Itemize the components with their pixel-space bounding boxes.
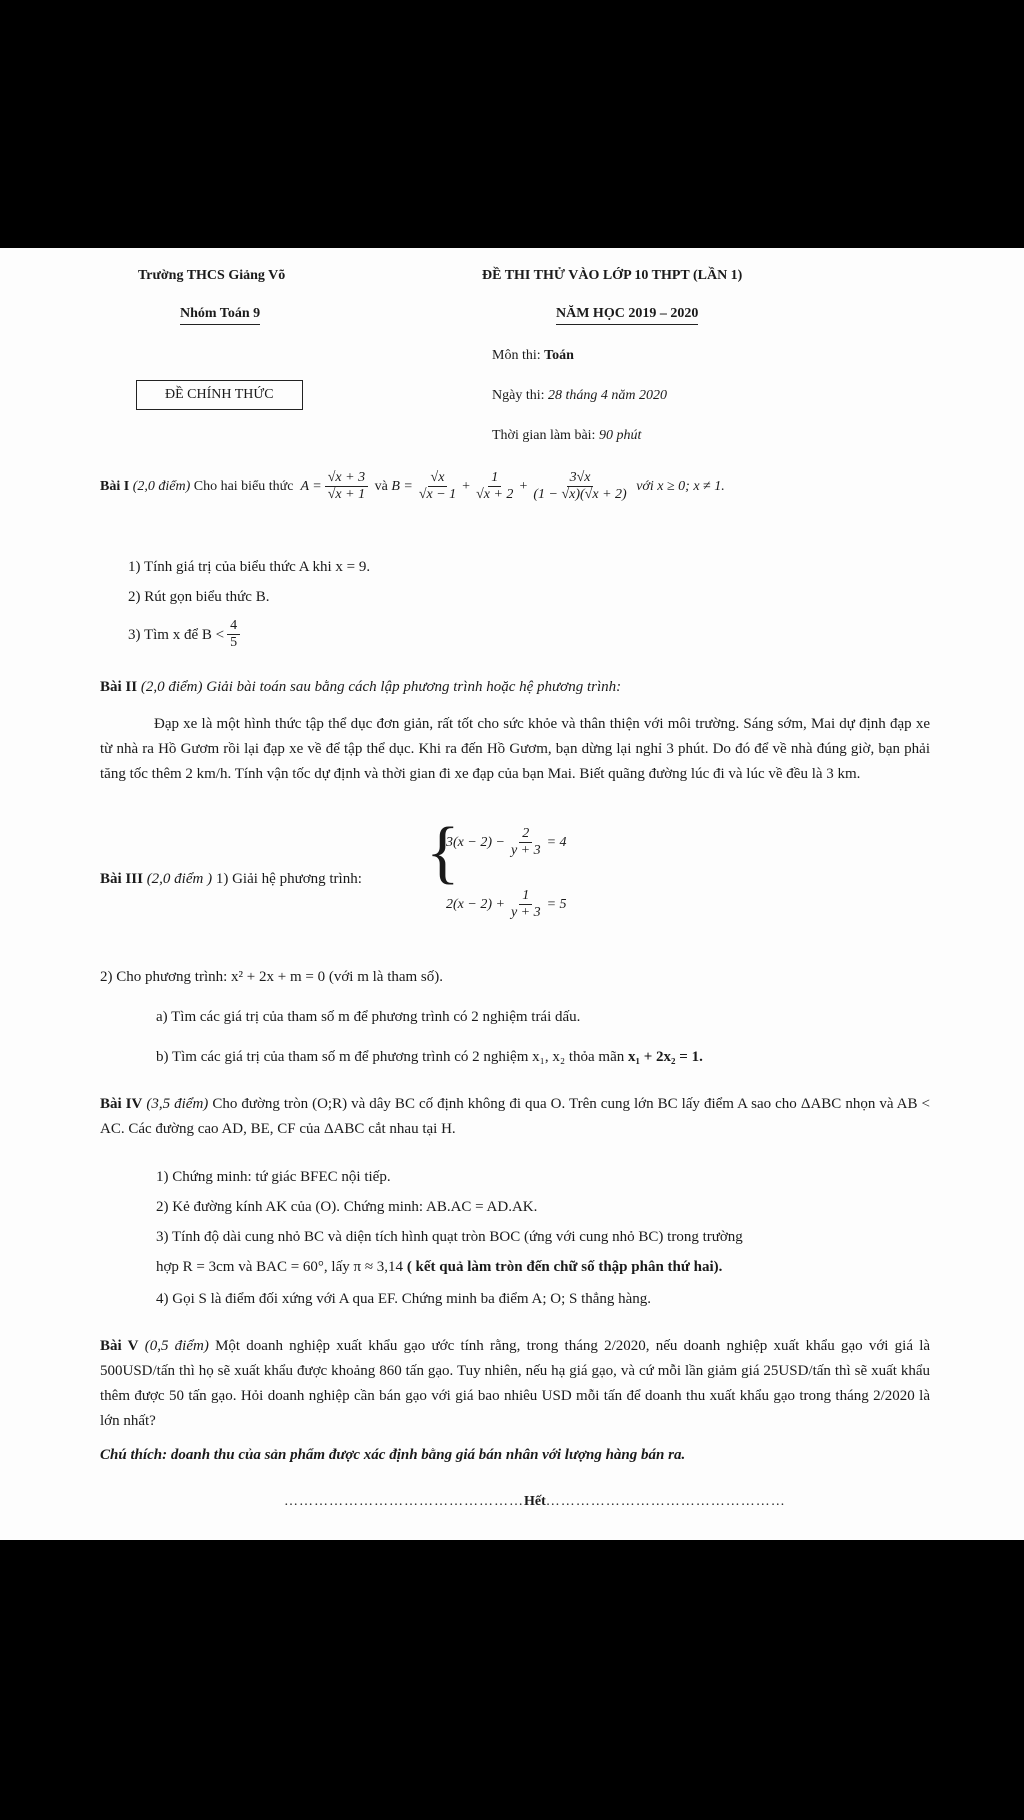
bai1-q2: 2) Rút gọn biểu thức B. xyxy=(128,589,270,605)
bai1-header: Bài I (2,0 điểm) Cho hai biểu thức A = $\frac{√x + 3}{√x + 1}$ và B = $\frac{√x}{√x - 1}$ + $\frac{1}{√x + 2}$ + $\frac{3√x}{(1 - √x)(√x + 2)}$ với x ≥ 0; x ≠ 1. xyxy=(100,470,725,503)
expr-b-lhs: B = xyxy=(391,478,413,494)
end-marker xyxy=(284,1494,786,1510)
bai3-q2b: b) Tìm các giá trị của tham số m để phương trình có 2 nghiệm x₁, x₂ thỏa mãn x₁ + 2x₂ = 1. xyxy=(156,1049,703,1065)
bai1-intro: Cho hai biểu thức xyxy=(193,478,294,494)
condition: với x ≥ 0; x ≠ 1. xyxy=(636,478,725,494)
system-brace: { xyxy=(426,814,460,891)
bai4-q1: 1) Chứng minh: tứ giác BFEC nội tiếp. xyxy=(156,1169,391,1185)
bai2-title: Bài II xyxy=(100,679,138,695)
bai3-q2a: a) Tìm các giá trị của tham số m để phương trình có 2 nghiệm trái dấu. xyxy=(156,1009,581,1025)
bai3-points: (2,0 điểm ) xyxy=(146,871,213,887)
time-line xyxy=(492,428,641,444)
exam-title: ĐỀ THI THỬ VÀO LỚP 10 THPT (LẦN 1) xyxy=(482,268,743,283)
exam-paper xyxy=(0,248,1024,1540)
system-eq2: 2(x − 2) + $\frac{1}{y + 3}$ = 5 xyxy=(446,888,567,921)
bai4-intro xyxy=(100,1092,930,1142)
bai3-q1: 1) Giải hệ phương trình: xyxy=(215,871,362,887)
expr-a-lhs: A = xyxy=(300,478,322,494)
school-year: NĂM HỌC 2019 – 2020 xyxy=(556,306,698,325)
bai4-q3a: 3) Tính độ dài cung nhỏ BC và diện tích hình quạt tròn BOC (ứng với cung nhỏ BC) trong trường xyxy=(156,1229,743,1245)
end-dots-right: ………………………………………… xyxy=(545,1494,786,1509)
end-dots-left: ………………………………………… xyxy=(284,1494,524,1509)
footnote: Chú thích: doanh thu của sản phẩm được xác định bằng giá bán nhân với lượng hàng bán ra. xyxy=(100,1447,686,1463)
expr-b-term3: $\frac{3√x}{(1 - √x)(√x + 2)}$ xyxy=(533,470,627,503)
date-line xyxy=(492,388,667,404)
subject-label: Môn thi: xyxy=(492,348,541,363)
official-stamp-box: ĐỀ CHÍNH THỨC xyxy=(136,380,303,410)
subject-value: Toán xyxy=(544,348,574,363)
bai5-points: (0,5 điểm) xyxy=(144,1338,209,1354)
bai3-q2: 2) Cho phương trình: x² + 2x + m = 0 (với m là tham số). xyxy=(100,969,444,985)
system-eq1: 3(x − 2) − $\frac{2}{y + 3}$ = 4 xyxy=(446,826,567,859)
school-name: Trường THCS Giảng Võ xyxy=(138,268,286,283)
q3-fraction: $\frac{4}{5}$ xyxy=(227,618,240,651)
bai1-q1: 1) Tính giá trị của biểu thức A khi x = 9. xyxy=(128,559,371,575)
expr-a-fraction: $\frac{√x + 3}{√x + 1}$ xyxy=(325,470,368,503)
bai4-q3b: hợp R = 3cm và BAC = 60°, lấy π ≈ 3,14 ( kết quả làm tròn đến chữ số thập phân thứ hai). xyxy=(156,1259,723,1275)
group-name: Nhóm Toán 9 xyxy=(180,306,260,325)
end-label: Hết xyxy=(524,1494,546,1509)
time-label: Thời gian làm bài: xyxy=(492,428,596,443)
time-value: 90 phút xyxy=(598,428,642,443)
q3-bold-note: ( kết quả làm tròn đến chữ số thập phân thứ hai). xyxy=(406,1259,723,1275)
bai2-header xyxy=(100,676,621,698)
bai3-header xyxy=(100,868,362,890)
bai1-q3: 3) Tìm x để B < $\frac{4}{5}$ xyxy=(128,618,243,651)
bai4-points: (3,5 điểm) xyxy=(146,1096,209,1112)
bai1-title: Bài I xyxy=(100,478,130,494)
bai3-title: Bài III xyxy=(100,871,143,887)
bai2-subtitle: (2,0 điểm) Giải bài toán sau bằng cách lập phương trình hoặc hệ phương trình: xyxy=(140,679,622,695)
bai4-q2: 2) Kẻ đường kính AK của (O). Chứng minh: AB.AC = AD.AK. xyxy=(156,1199,538,1215)
q2b-condition: x₁ + 2x₂ = 1. xyxy=(627,1049,703,1065)
and-word: và xyxy=(374,478,388,494)
date-label: Ngày thi: xyxy=(492,388,545,403)
bai5-text: Một doanh nghiệp xuất khẩu gạo ước tính rằng, trong tháng 2/2020, nếu doanh nghiệp xuất khẩu gạo với giá là 500USD/tấn thì họ sẽ xuất khẩu được khoảng 860 tấn gạo. Tuy nhiên, nếu hạ giá gạo, và cứ mỗi lần giảm giá 25USD/tấn thì sẽ xuất khẩu thêm được 50 tấn gạo. Hỏi doanh nghiệp cần bán gạo với giá bao nhiêu USD mỗi tấn để doanh thu xuất khẩu gạo trong tháng 2/2020 là lớn nhất? xyxy=(100,1338,931,1429)
bai4-text: Cho đường tròn (O;R) và dây BC cố định không đi qua O. Trên cung lớn BC lấy điểm A sao cho ΔABC nhọn và AB < AC. Các đường cao AD, BE, CF của ΔABC cắt nhau tại H. xyxy=(100,1096,930,1137)
bai4-q4: 4) Gọi S là điểm đối xứng với A qua EF. Chứng minh ba điểm A; O; S thẳng hàng. xyxy=(156,1291,652,1307)
bai4-title: Bài IV xyxy=(100,1096,143,1112)
subject-line xyxy=(492,348,574,364)
date-value: 28 tháng 4 năm 2020 xyxy=(548,388,667,403)
bai1-points: (2,0 điểm) xyxy=(132,478,191,494)
expr-b-term1: $\frac{√x}{√x - 1}$ xyxy=(418,470,457,503)
bai5-title: Bài V xyxy=(100,1338,139,1354)
expr-b-term2: $\frac{1}{√x + 2}$ xyxy=(476,470,514,503)
bai5-block xyxy=(100,1334,930,1434)
bai2-text: Đạp xe là một hình thức tập thể dục đơn giản, rất tốt cho sức khỏe và thân thiện với môi trường. Sáng sớm, Mai dự định đạp xe từ nhà ra Hồ Gươm rồi lại đạp xe về để tập thể dục. Khi ra đến Hồ Gươm, bạn dừng lại nghỉ 3 phút. Do đó để về nhà đúng giờ, bạn phải tăng tốc thêm 2 km/h. Tính vận tốc dự định và thời gian đi xe đạp của bạn Mai. Biết quãng đường lúc đi và lúc về đều là 3 km. xyxy=(100,716,930,782)
